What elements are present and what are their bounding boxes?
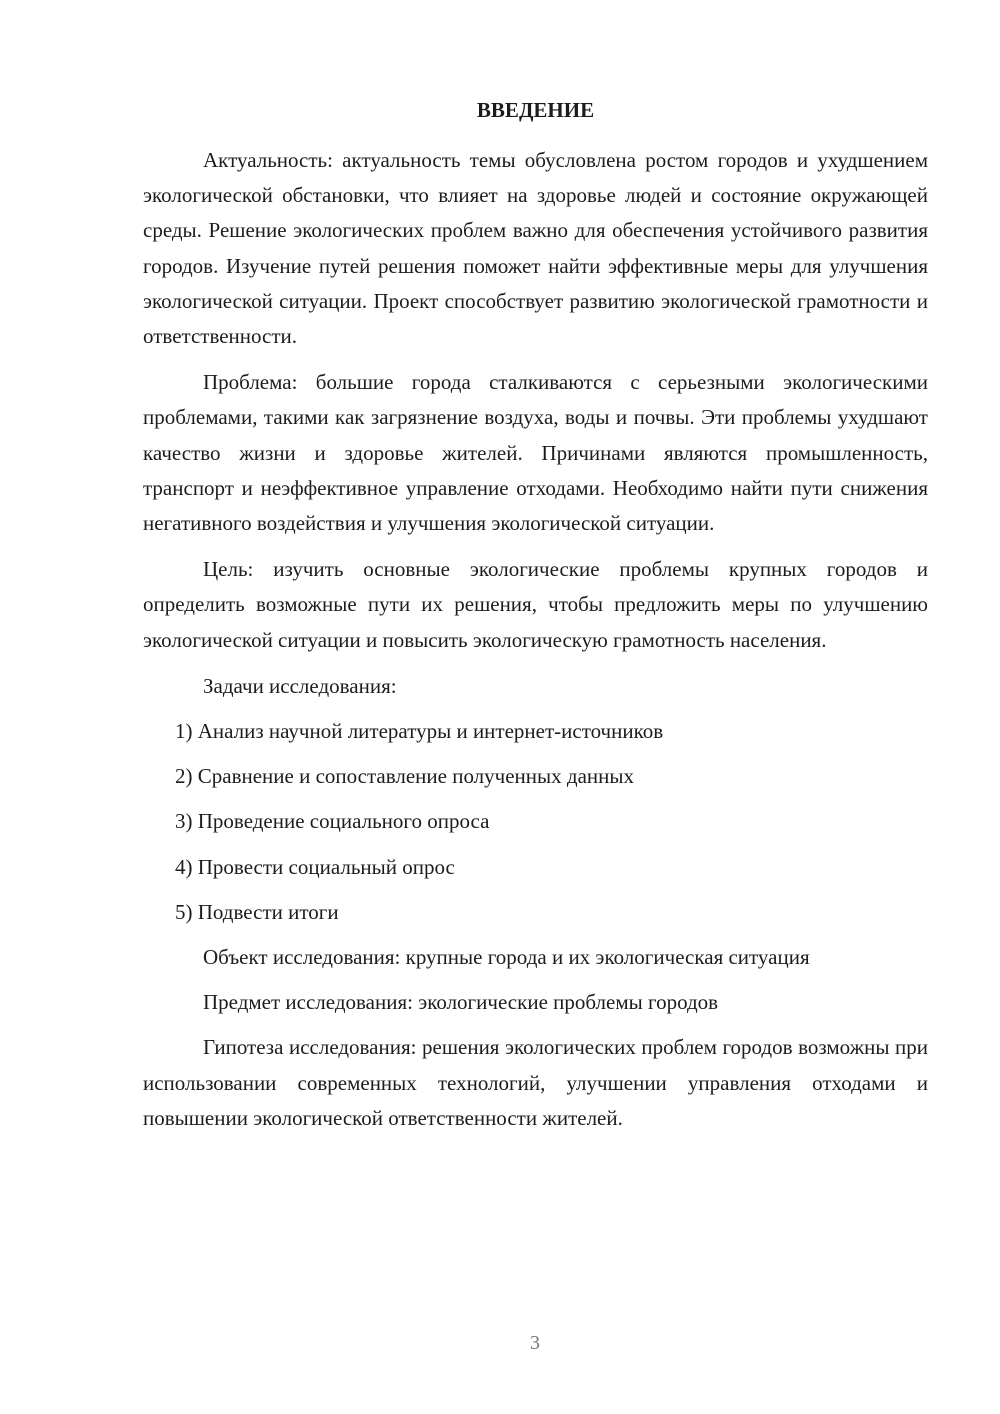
goal-paragraph: Цель: изучить основные экологические проблемы крупных городов и определить возможные пути их решения, чтобы предложить меры по улучшению экологической ситуации и повысить экологическую грамотность населения. xyxy=(143,557,928,652)
hypothesis-paragraph: Гипотеза исследования: решения экологических проблем городов возможны при использовании современных технологий, улучшении управления отходами и повышении экологической ответственности жителей. xyxy=(143,1035,928,1130)
list-item: 5) Подвести итоги xyxy=(175,899,339,924)
list-item: 1) Анализ научной литературы и интернет-источников xyxy=(175,719,664,744)
object-line: Объект исследования: крупные города и их экологическая ситуация xyxy=(203,945,810,970)
tasks-list xyxy=(143,714,928,930)
subject-line: Предмет исследования: экологические проблемы городов xyxy=(203,990,719,1015)
document-body xyxy=(143,143,928,1147)
page-number: 3 xyxy=(530,1332,540,1354)
list-item: 3) Проведение социального опроса xyxy=(175,809,490,834)
list-item: 4) Провести социальный опрос xyxy=(175,854,455,879)
relevance-paragraph: Актуальность: актуальность темы обусловлена ростом городов и ухудшением экологической обстановки, что влияет на здоровье людей и состояние окружающей среды. Решение экологических проблем важно для обеспечения устойчивого развития городов. Изучение путей решения поможет найти эффективные меры для улучшения экологической ситуации. Проект способствует развитию экологической грамотности и ответственности. xyxy=(143,148,928,349)
list-item: 2) Сравнение и сопоставление полученных данных xyxy=(175,764,634,789)
page-title: ВВЕДЕНИЕ xyxy=(476,98,595,122)
problem-paragraph: Проблема: большие города сталкиваются с серьезными экологическими проблемами, такими как загрязнение воздуха, воды и почвы. Эти проблемы ухудшают качество жизни и здоровье жителей. Причинами являются промышленность, транспорт и неэффективное управление отходами. Необходимо найти пути снижения негативного воздействия и улучшения экологической ситуации. xyxy=(143,370,928,536)
tasks-heading: Задачи исследования: xyxy=(203,673,397,698)
